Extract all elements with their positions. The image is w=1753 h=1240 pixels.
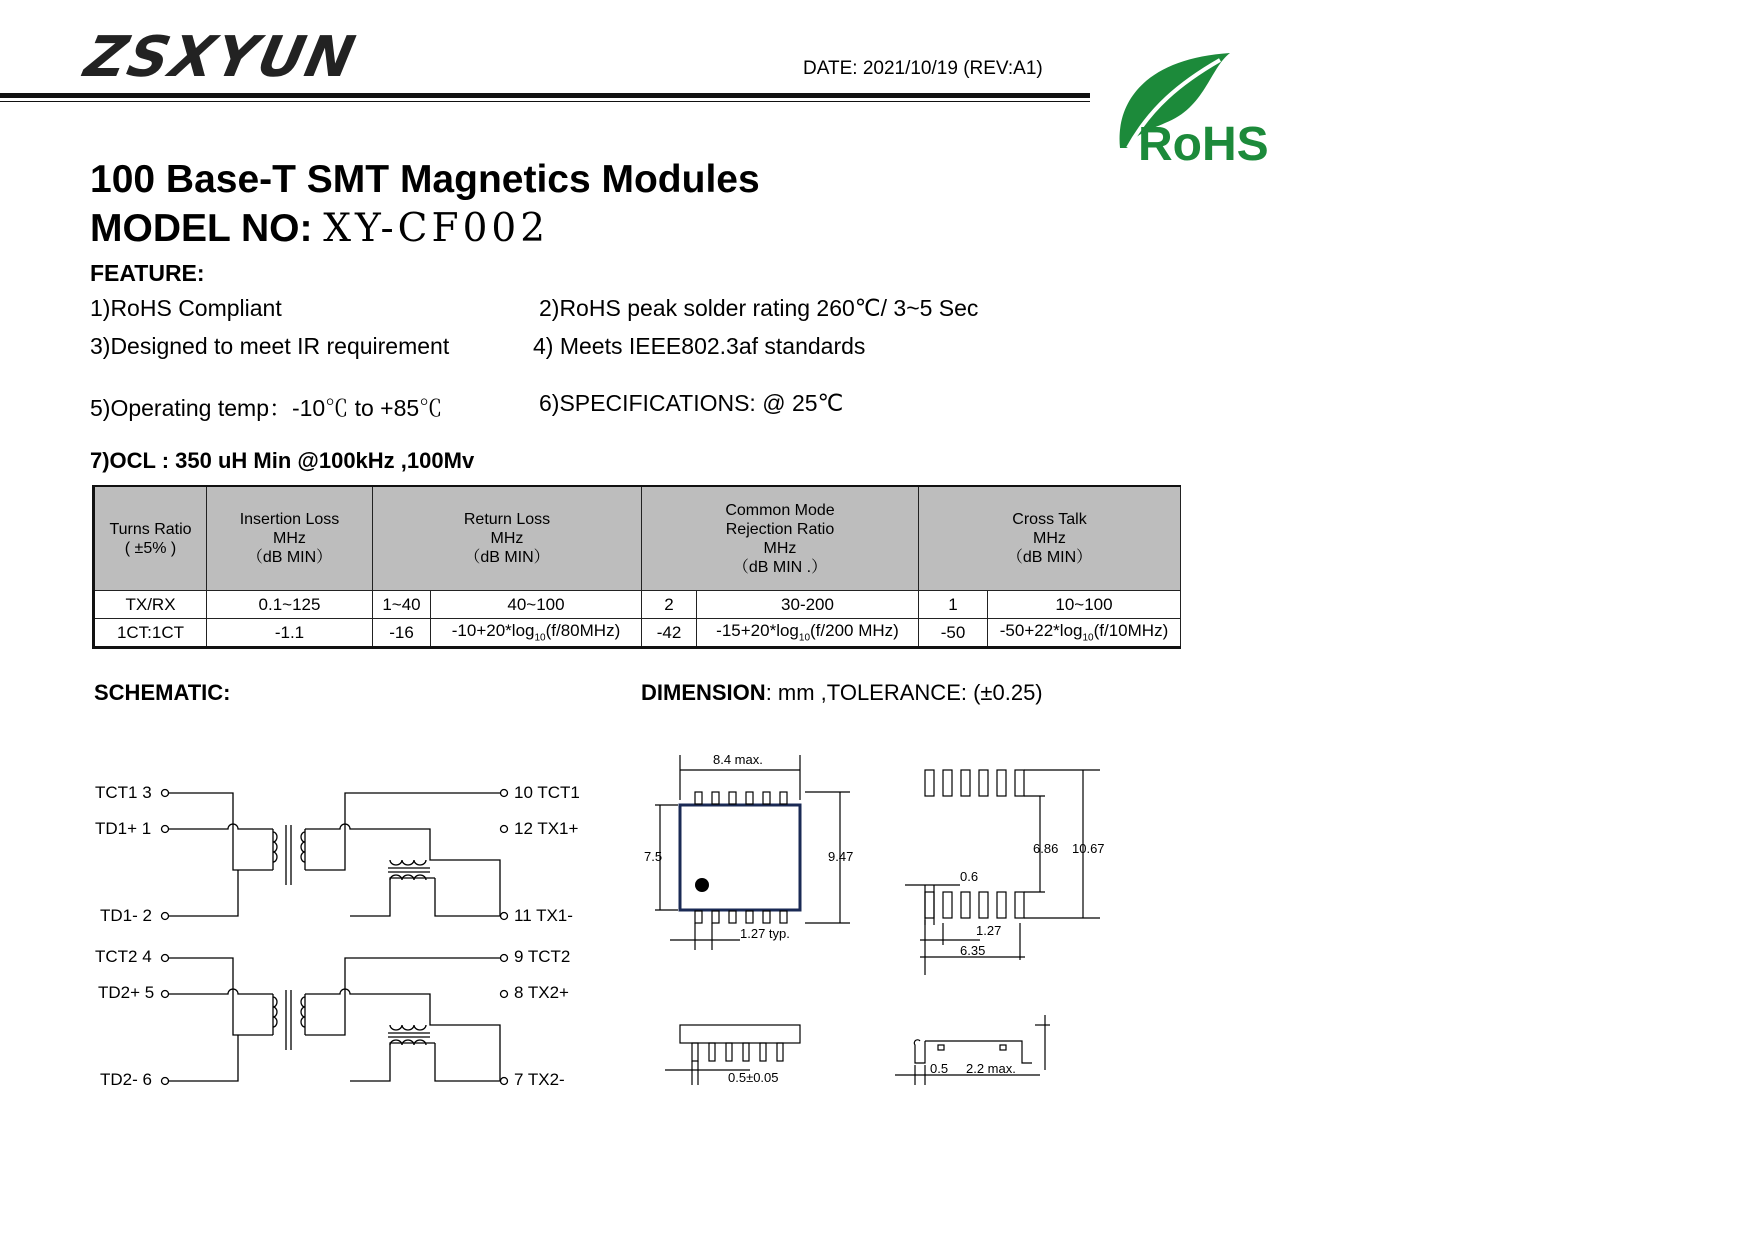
pin-label: 8 TX2+ [514, 983, 569, 1002]
page-title: 100 Base-T SMT Magnetics Modules [90, 158, 760, 201]
pin-label: 10 TCT1 [514, 783, 580, 802]
side-leads [692, 1043, 783, 1061]
package-end [914, 1040, 1032, 1063]
table-header-row [94, 486, 1181, 591]
rohs-logo-text: RoHS [1138, 118, 1269, 168]
package-side [680, 1025, 800, 1043]
schematic-diagram [90, 770, 600, 1100]
pin-label: TD2+ 5 [98, 983, 155, 1002]
table-cell: $-15+20*\log_{10}(f/200$ MHz) [697, 619, 919, 648]
dimension-drawing [640, 745, 1110, 1100]
pin1-marker [695, 878, 709, 892]
dim-label: 1.27 typ. [740, 926, 790, 941]
table-cell: TX/RX [94, 591, 207, 619]
dim-label: 2.2 max. [966, 1061, 1016, 1076]
pin-label: 12 TX1+ [514, 819, 579, 838]
pin-label: TD2- 6 [100, 1070, 152, 1089]
dim-label: 0.6 [960, 869, 979, 884]
pin-row-top [695, 792, 787, 804]
header-insertion-loss: Insertion Loss MHz （dB MIN） [207, 486, 373, 591]
schematic-heading: SCHEMATIC: [94, 680, 231, 705]
table-cell: 1~40 [373, 591, 431, 619]
feature-heading: FEATURE: [90, 260, 205, 286]
feature-item: 4) Meets IEEE802.3af standards [533, 333, 866, 359]
table-cell: $-10+20*\log_{10}(f/80MHz)$ [431, 619, 642, 648]
dim-label: 1.27 [976, 923, 1002, 938]
model-label: MODEL NO: [90, 207, 324, 250]
model-number [90, 206, 549, 251]
pin-label: 11 TX1- [514, 906, 573, 925]
pad-row-bottom [925, 892, 1024, 918]
dim-label: 6.35 [960, 943, 986, 958]
dim-label: 0.5 [930, 1061, 949, 1076]
dim-label: 8.4 max. [713, 752, 763, 767]
company-logo: ZSXYUN [79, 25, 363, 90]
feature-item: 2)RoHS peak solder rating 260℃/ 3~5 Sec [539, 295, 979, 321]
dim-label: 6.86 [1033, 841, 1059, 856]
dim-label: 10.67 [1072, 841, 1105, 856]
document-date: DATE: 2021/10/19 (REV:A1) [803, 58, 1043, 79]
package-body [680, 805, 800, 910]
table-cell: -1.1 [207, 619, 373, 648]
rohs-logo [1110, 48, 1270, 168]
table-cell: 2 [642, 591, 697, 619]
header-cross-talk: Cross Talk MHz （dB MIN） [919, 486, 1181, 591]
pin-label: TCT2 4 [95, 947, 152, 966]
ocl-spec: 7)OCL : 350 uH Min @100kHz ,100Mv [90, 448, 475, 473]
table-cell: 10~100 [988, 591, 1181, 619]
dim-label: 0.5±0.05 [728, 1070, 779, 1085]
table-cell: 40~100 [431, 591, 642, 619]
header-rule [0, 93, 1090, 98]
table-cell: 1CT:1CT [94, 619, 207, 648]
spec-table [92, 485, 1181, 649]
table-row [94, 619, 1181, 648]
table-cell: 30-200 [697, 591, 919, 619]
dimension-heading: DIMENSION: mm ,TOLERANCE: (±0.25) [641, 680, 1043, 705]
table-cell: -42 [642, 619, 697, 648]
dim-label: 7.5 [644, 849, 663, 864]
header-rule-thin [0, 101, 1090, 102]
pin-label: TD1+ 1 [95, 819, 152, 838]
header-turns-ratio: Turns Ratio ( ±5% ) [94, 486, 207, 591]
feature-item: 5)Operating temp：-10℃ to +85℃ [90, 395, 443, 421]
table-cell: 1 [919, 591, 988, 619]
header-cmrr: Common Mode Rejection Ratio MHz （dB MIN .） [642, 486, 919, 591]
header-return-loss: Return Loss MHz （dB MIN） [373, 486, 642, 591]
table-row [94, 591, 1181, 619]
pin-label: 9 TCT2 [514, 947, 571, 966]
pad-row-top [925, 770, 1024, 796]
model-value: XY-CF002 [323, 206, 550, 251]
table-cell: 0.1~125 [207, 591, 373, 619]
feature-item: 1)RoHS Compliant [90, 295, 282, 321]
pin-label: TD1- 2 [100, 906, 152, 925]
dim-label: 9.47 [828, 849, 854, 864]
table-cell: -16 [373, 619, 431, 648]
table-cell: -50 [919, 619, 988, 648]
feature-item: 3)Designed to meet IR requirement [90, 333, 450, 359]
feature-item: 6)SPECIFICATIONS: @ 25℃ [539, 390, 844, 416]
pin-row-bottom [695, 911, 787, 923]
pin-label: TCT1 3 [95, 783, 152, 802]
table-cell: $-50+22*\log_{10}(f/10MHz)$ [988, 619, 1181, 648]
pin-label: 7 TX2- [514, 1070, 565, 1089]
